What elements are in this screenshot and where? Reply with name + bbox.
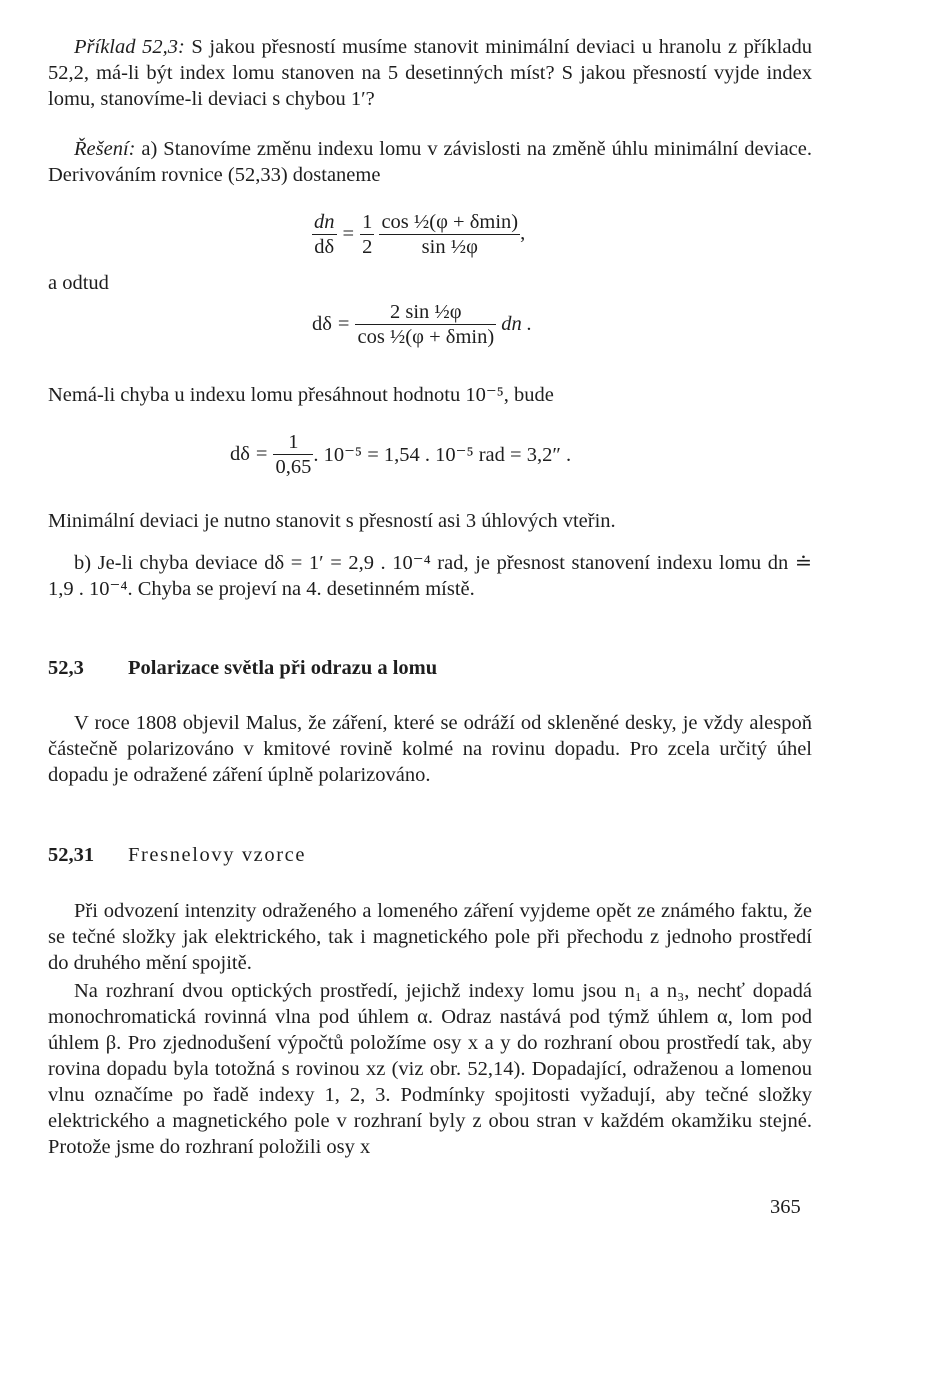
example-paragraph [48,34,812,112]
example-text: S jakou přesností musíme stanovit minimální deviaci u hranolu z příkladu 52,2, má-li být index lomu stanoven na 5 desetinných míst? S jakou přesností vyjde index lomu, stanovíme-li deviaci s chybou 1′? [48,36,812,110]
frac-one-over [273,430,313,479]
equation-derivative [312,210,525,259]
paragraph-malus: V roce 1808 objevil Malus, že záření, které se odráží od skleněné desky, je vždy alespoň částečně polarizováno v kmitové rovině kolmé na rovinu dopadu. Pro zcela určitý úhel dopadu je odražené záření úplně polarizováno. [48,712,812,786]
eq1-coef-num: 1 [362,211,373,233]
frac-half [360,210,374,259]
eq1-lhs-num: dn [314,211,335,233]
section-heading-52-3 [48,655,437,681]
solution-paragraph [48,136,812,188]
section1-number: 52,3 [48,657,84,679]
frac-dn-ddelta [312,210,337,259]
eq1-rhs-num: cos ½(φ + δmin) [381,211,519,233]
eq1-rhs-den: sin ½φ [421,236,478,258]
paragraph-b: b) Je-li chyba deviace dδ = 1′ = 2,9 . 10⁻⁴ rad, je přesnost stanovení indexu lomu dn ≐ 1,9 . 10⁻⁴. Chyba se projeví na 4. desetinném místě. [48,552,812,600]
eq3-den: 0,65 [275,456,312,478]
eq2-trail: dn . [501,313,533,335]
solution-text: a) Stanovíme změnu indexu lomu v závislosti na změně úhlu minimální deviace. Derivováním rovnice (52,33) dostaneme [48,138,812,186]
eq2-num: 2 sin ½φ [355,300,496,325]
section1-title: Polarizace světla při odrazu a lomu [128,657,438,679]
paragraph-intenzita: Při odvození intenzity odraženého a lomeného záření vyjdeme opět ze známého faktu, že se tečné složky jak elektrického, tak i magnetického pole při přechodu z jednoho prostředí do druhého mění spojitě. [48,900,812,974]
eq3-equals: = [255,443,268,465]
eq1-equals: = [342,223,355,245]
page-number: 365 [770,1196,801,1218]
eq1-trail: , [520,222,526,245]
eq3-num: 1 [273,430,313,455]
eq2-equals: = [337,313,350,335]
section2-title: Fresnelovy vzorce [128,844,307,866]
eq3-lhs: dδ [230,443,250,465]
eq2-den: cos ½(φ + δmin) [357,326,495,348]
paragraph-min: Minimální deviaci je nutno stanovit s přesností asi 3 úhlových vteřin. [48,510,616,532]
eq1-lhs-den: dδ [314,236,335,258]
eq2-lhs: dδ [312,313,332,335]
frac-cos-sin [379,210,520,259]
paragraph-chyba: Nemá-li chyba u indexu lomu přesáhnout hodnotu 10⁻⁵, bude [48,384,554,406]
example-label: Příklad 52,3: [74,36,185,58]
equation-value [230,430,571,479]
paragraph-rozhrani: Na rozhraní dvou optických prostředí, jejichž indexy lomu jsou n₁ a n₃, nechť dopadá monochromatická rovinná vlna pod úhlem α. Odraz nastává pod týmž úhlem α, lom pod úhlem β. Pro zjednodušení výpočtů položíme osy x a y do rozhraní obou prostředí tak, aby rovina dopadu byla totožná s rovinou xz (viz obr. 52,14). Dopadající, odraženou a lomenou vlnu označíme po řadě indexy 1, 2, 3. Podmínky spojitosti vyžadují, aby tečné složky elektrického a magnetického pole v rozhraní byly z obou stran v každém okamžiku stejné. Protože jsme do rozhraní položili osy x [48,980,812,1158]
section-heading-52-31 [48,842,306,868]
a-odtud: a odtud [48,272,109,294]
equation-ddelta [312,300,532,349]
section2-number: 52,31 [48,844,95,866]
eq3-rest: . 10⁻⁵ = 1,54 . 10⁻⁵ rad = 3,2″ . [313,444,572,466]
solution-label: Řešení: [74,138,136,160]
frac-ddelta [355,300,496,349]
eq1-coef-den: 2 [362,236,373,258]
